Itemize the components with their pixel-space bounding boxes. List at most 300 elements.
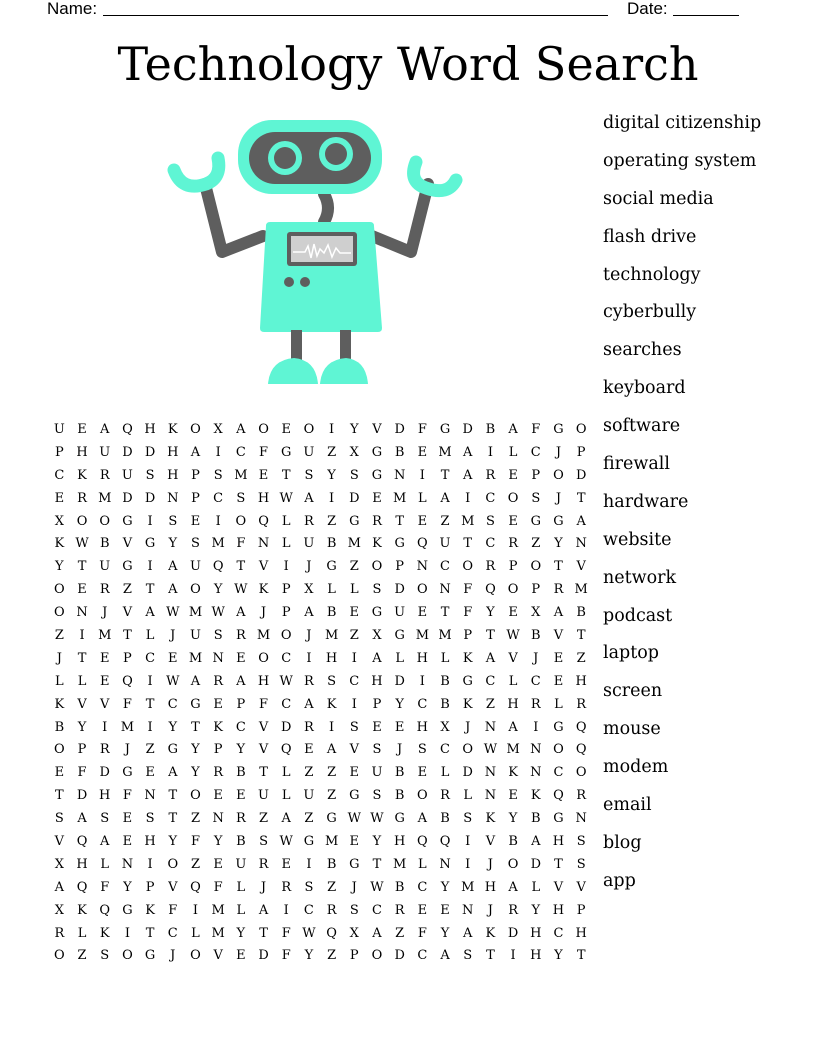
grid-letter[interactable]: G bbox=[371, 444, 383, 460]
grid-letter[interactable]: S bbox=[327, 673, 337, 689]
grid-letter[interactable]: O bbox=[303, 422, 315, 437]
grid-letter[interactable]: F bbox=[77, 765, 87, 781]
grid-letter[interactable]: E bbox=[122, 811, 133, 827]
grid-letter[interactable]: E bbox=[77, 582, 87, 598]
grid-letter[interactable]: Z bbox=[485, 696, 495, 712]
grid-letter[interactable]: A bbox=[326, 742, 337, 758]
grid-letter[interactable]: L bbox=[191, 925, 200, 941]
grid-letter[interactable]: W bbox=[370, 879, 384, 895]
grid-letter[interactable]: Z bbox=[54, 628, 64, 644]
grid-letter[interactable]: M bbox=[98, 490, 112, 506]
grid-letter[interactable]: H bbox=[530, 948, 542, 964]
grid-letter[interactable]: I bbox=[419, 467, 425, 483]
grid-letter[interactable]: J bbox=[465, 719, 471, 735]
grid-letter[interactable]: Z bbox=[395, 925, 405, 941]
grid-letter[interactable]: A bbox=[236, 605, 246, 621]
grid-letter[interactable]: M bbox=[324, 628, 339, 644]
grid-letter[interactable]: U bbox=[303, 444, 315, 460]
grid-letter[interactable]: C bbox=[417, 696, 428, 712]
grid-letter[interactable]: G bbox=[144, 948, 156, 964]
grid-letter[interactable]: R bbox=[304, 513, 314, 529]
grid-letter[interactable]: A bbox=[168, 559, 178, 575]
grid-letter[interactable]: P bbox=[123, 650, 132, 666]
grid-letter[interactable]: E bbox=[236, 650, 246, 666]
grid-letter[interactable]: B bbox=[236, 834, 246, 850]
grid-letter[interactable]: I bbox=[306, 650, 312, 666]
grid-letter[interactable]: J bbox=[170, 948, 176, 964]
grid-letter[interactable]: S bbox=[372, 742, 382, 758]
grid-letter[interactable]: A bbox=[531, 834, 541, 850]
grid-letter[interactable]: V bbox=[485, 834, 496, 850]
grid-letter[interactable]: K bbox=[77, 467, 87, 483]
grid-letter[interactable]: U bbox=[99, 559, 111, 575]
grid-letter[interactable]: S bbox=[463, 811, 473, 827]
grid-letter[interactable]: H bbox=[167, 444, 179, 460]
grid-letter[interactable]: C bbox=[440, 742, 450, 758]
grid-letter[interactable]: F bbox=[100, 879, 110, 895]
grid-letter[interactable]: M bbox=[211, 925, 225, 941]
grid-letter[interactable]: G bbox=[122, 559, 133, 575]
grid-letter[interactable]: K bbox=[54, 696, 65, 712]
grid-letter[interactable]: I bbox=[329, 490, 335, 506]
grid-letter[interactable]: V bbox=[553, 879, 564, 895]
grid-letter[interactable]: K bbox=[508, 765, 518, 781]
grid-letter[interactable]: E bbox=[417, 513, 428, 529]
grid-letter[interactable]: Y bbox=[554, 536, 563, 552]
grid-letter[interactable]: O bbox=[235, 513, 247, 529]
grid-letter[interactable]: A bbox=[77, 811, 87, 827]
grid-letter[interactable]: H bbox=[99, 788, 111, 804]
grid-letter[interactable]: R bbox=[213, 765, 224, 781]
grid-letter[interactable]: V bbox=[349, 742, 359, 758]
grid-letter[interactable]: O bbox=[371, 559, 383, 575]
grid-letter[interactable]: C bbox=[213, 490, 224, 506]
grid-letter[interactable]: K bbox=[485, 925, 496, 941]
grid-letter[interactable]: A bbox=[463, 444, 473, 460]
grid-letter[interactable]: U bbox=[439, 536, 451, 552]
grid-letter[interactable]: D bbox=[122, 444, 133, 460]
grid-letter[interactable]: I bbox=[283, 559, 289, 575]
grid-letter[interactable]: Z bbox=[349, 559, 359, 575]
grid-letter[interactable]: J bbox=[397, 742, 403, 758]
grid-letter[interactable]: H bbox=[167, 467, 179, 483]
grid-letter[interactable]: T bbox=[123, 628, 132, 644]
grid-letter[interactable]: I bbox=[465, 834, 471, 850]
grid-letter[interactable]: V bbox=[372, 422, 382, 437]
grid-letter[interactable]: E bbox=[349, 605, 360, 621]
grid-letter[interactable]: M bbox=[188, 605, 203, 621]
grid-letter[interactable]: A bbox=[553, 605, 564, 621]
grid-letter[interactable]: B bbox=[440, 696, 450, 712]
grid-letter[interactable]: A bbox=[508, 422, 518, 437]
grid-letter[interactable]: N bbox=[121, 856, 134, 872]
grid-letter[interactable]: Q bbox=[326, 925, 337, 941]
grid-letter[interactable]: L bbox=[100, 856, 110, 872]
grid-letter[interactable]: K bbox=[77, 902, 87, 918]
grid-letter[interactable]: A bbox=[304, 490, 314, 506]
grid-letter[interactable]: E bbox=[508, 605, 518, 621]
grid-letter[interactable]: T bbox=[168, 788, 178, 804]
grid-letter[interactable]: T bbox=[145, 582, 155, 598]
grid-letter[interactable]: N bbox=[484, 765, 497, 781]
grid-letter[interactable]: G bbox=[553, 719, 564, 735]
grid-letter[interactable]: J bbox=[555, 444, 562, 460]
grid-letter[interactable]: H bbox=[416, 719, 429, 735]
grid-letter[interactable]: C bbox=[371, 902, 382, 918]
grid-letter[interactable]: K bbox=[99, 925, 110, 941]
grid-letter[interactable]: B bbox=[485, 422, 496, 437]
grid-letter[interactable]: A bbox=[463, 467, 473, 483]
grid-letter[interactable]: H bbox=[575, 925, 587, 941]
grid-letter[interactable]: I bbox=[124, 925, 130, 941]
name-blank-line[interactable] bbox=[103, 15, 608, 16]
grid-letter[interactable]: W bbox=[166, 673, 180, 689]
grid-letter[interactable]: S bbox=[191, 536, 200, 552]
grid-letter[interactable]: Z bbox=[122, 582, 132, 598]
grid-letter[interactable]: O bbox=[122, 948, 133, 964]
grid-letter[interactable]: H bbox=[484, 879, 497, 895]
grid-letter[interactable]: E bbox=[99, 673, 110, 689]
grid-letter[interactable]: V bbox=[258, 559, 269, 575]
grid-letter[interactable]: H bbox=[552, 834, 565, 850]
grid-letter[interactable]: U bbox=[303, 536, 315, 552]
grid-letter[interactable]: F bbox=[281, 948, 291, 964]
grid-letter[interactable]: T bbox=[554, 559, 563, 575]
grid-letter[interactable]: M bbox=[438, 444, 452, 460]
grid-letter[interactable]: G bbox=[167, 742, 178, 758]
grid-letter[interactable]: E bbox=[77, 422, 87, 437]
grid-letter[interactable]: Z bbox=[304, 765, 314, 781]
grid-letter[interactable]: A bbox=[168, 765, 178, 781]
grid-letter[interactable]: B bbox=[236, 765, 246, 781]
grid-letter[interactable]: O bbox=[99, 513, 111, 529]
grid-letter[interactable]: C bbox=[530, 673, 541, 689]
grid-letter[interactable]: A bbox=[100, 834, 110, 850]
grid-letter[interactable]: F bbox=[190, 834, 200, 850]
grid-letter[interactable]: A bbox=[236, 422, 246, 437]
grid-letter[interactable]: R bbox=[508, 902, 518, 918]
grid-letter[interactable]: X bbox=[213, 422, 223, 437]
grid-letter[interactable]: G bbox=[553, 422, 564, 437]
grid-letter[interactable]: S bbox=[213, 628, 223, 644]
grid-letter[interactable]: A bbox=[304, 696, 314, 712]
grid-letter[interactable]: R bbox=[326, 902, 337, 918]
grid-letter[interactable]: D bbox=[394, 673, 405, 689]
grid-letter[interactable]: W bbox=[370, 811, 384, 827]
grid-letter[interactable]: G bbox=[349, 856, 360, 872]
grid-letter[interactable]: I bbox=[79, 628, 85, 644]
grid-letter[interactable]: E bbox=[168, 650, 178, 666]
grid-letter[interactable]: E bbox=[349, 765, 360, 781]
grid-letter[interactable]: Y bbox=[440, 925, 450, 941]
grid-letter[interactable]: L bbox=[281, 536, 291, 552]
grid-letter[interactable]: S bbox=[372, 788, 382, 804]
grid-letter[interactable]: C bbox=[485, 490, 496, 506]
grid-letter[interactable]: N bbox=[76, 605, 88, 621]
grid-letter[interactable]: Q bbox=[122, 422, 133, 437]
grid-letter[interactable]: H bbox=[393, 834, 406, 850]
grid-letter[interactable]: P bbox=[463, 628, 473, 644]
grid-letter[interactable]: T bbox=[145, 925, 155, 941]
grid-letter[interactable]: A bbox=[304, 605, 314, 621]
grid-letter[interactable]: N bbox=[212, 650, 224, 666]
grid-letter[interactable]: G bbox=[326, 811, 337, 827]
grid-letter[interactable]: O bbox=[167, 856, 179, 872]
grid-letter[interactable]: C bbox=[553, 765, 564, 781]
grid-letter[interactable]: Q bbox=[575, 719, 587, 735]
grid-letter[interactable]: W bbox=[75, 536, 89, 552]
grid-letter[interactable]: S bbox=[259, 834, 268, 850]
grid-letter[interactable]: O bbox=[575, 422, 587, 437]
grid-letter[interactable]: N bbox=[144, 788, 156, 804]
grid-letter[interactable]: C bbox=[485, 673, 496, 689]
grid-letter[interactable]: D bbox=[76, 788, 88, 804]
grid-letter[interactable]: C bbox=[303, 902, 314, 918]
grid-letter[interactable]: Z bbox=[327, 513, 337, 529]
grid-letter[interactable]: G bbox=[144, 536, 156, 552]
grid-letter[interactable]: M bbox=[234, 467, 248, 483]
grid-letter[interactable]: L bbox=[554, 696, 563, 712]
grid-letter[interactable]: N bbox=[212, 811, 224, 827]
grid-letter[interactable]: J bbox=[306, 559, 312, 575]
grid-letter[interactable]: T bbox=[372, 856, 382, 872]
grid-letter[interactable]: L bbox=[281, 513, 291, 529]
grid-letter[interactable]: C bbox=[145, 650, 156, 666]
grid-letter[interactable]: D bbox=[394, 422, 405, 437]
grid-letter[interactable]: Z bbox=[190, 856, 200, 872]
grid-letter[interactable]: X bbox=[54, 902, 64, 918]
grid-letter[interactable]: U bbox=[99, 444, 111, 460]
grid-letter[interactable]: L bbox=[440, 765, 450, 781]
grid-letter[interactable]: L bbox=[418, 490, 427, 506]
grid-letter[interactable]: Z bbox=[576, 650, 586, 666]
grid-letter[interactable]: Q bbox=[417, 834, 428, 850]
grid-letter[interactable]: T bbox=[440, 467, 450, 483]
grid-letter[interactable]: M bbox=[438, 628, 452, 644]
grid-letter[interactable]: V bbox=[576, 559, 586, 575]
grid-letter[interactable]: Y bbox=[191, 765, 200, 781]
grid-letter[interactable]: P bbox=[531, 582, 541, 598]
grid-letter[interactable]: I bbox=[329, 422, 335, 437]
grid-letter[interactable]: G bbox=[349, 513, 360, 529]
grid-letter[interactable]: Y bbox=[554, 948, 563, 964]
grid-letter[interactable]: O bbox=[258, 422, 269, 437]
grid-letter[interactable]: S bbox=[213, 467, 223, 483]
grid-letter[interactable]: K bbox=[167, 422, 178, 437]
grid-letter[interactable]: M bbox=[574, 582, 588, 598]
grid-letter[interactable]: D bbox=[281, 719, 292, 735]
grid-letter[interactable]: M bbox=[120, 719, 135, 735]
grid-letter[interactable]: A bbox=[372, 650, 382, 666]
grid-letter[interactable]: V bbox=[553, 628, 564, 644]
grid-letter[interactable]: U bbox=[53, 422, 65, 437]
grid-letter[interactable]: Z bbox=[531, 536, 541, 552]
grid-letter[interactable]: O bbox=[280, 628, 292, 644]
grid-letter[interactable]: W bbox=[302, 925, 316, 941]
grid-letter[interactable]: L bbox=[281, 765, 291, 781]
grid-letter[interactable]: E bbox=[508, 467, 518, 483]
grid-letter[interactable]: D bbox=[144, 490, 156, 506]
grid-letter[interactable]: K bbox=[54, 536, 65, 552]
grid-letter[interactable]: B bbox=[326, 856, 337, 872]
grid-letter[interactable]: E bbox=[553, 650, 564, 666]
grid-letter[interactable]: D bbox=[394, 582, 405, 598]
grid-letter[interactable]: D bbox=[507, 925, 519, 941]
grid-letter[interactable]: O bbox=[462, 559, 474, 575]
grid-letter[interactable]: O bbox=[54, 948, 65, 964]
grid-letter[interactable]: Y bbox=[349, 422, 359, 437]
grid-letter[interactable]: Y bbox=[508, 811, 518, 827]
grid-letter[interactable]: O bbox=[507, 582, 519, 598]
grid-letter[interactable]: C bbox=[530, 444, 541, 460]
grid-letter[interactable]: Y bbox=[304, 948, 314, 964]
grid-letter[interactable]: M bbox=[461, 513, 475, 529]
grid-letter[interactable]: G bbox=[553, 513, 564, 529]
grid-letter[interactable]: X bbox=[440, 719, 450, 735]
grid-letter[interactable]: I bbox=[147, 856, 153, 872]
grid-letter[interactable]: A bbox=[281, 811, 291, 827]
grid-letter[interactable]: Y bbox=[395, 696, 404, 712]
grid-letter[interactable]: P bbox=[395, 559, 405, 575]
grid-letter[interactable]: E bbox=[417, 765, 428, 781]
grid-letter[interactable]: G bbox=[553, 811, 564, 827]
grid-letter[interactable]: T bbox=[259, 925, 268, 941]
grid-letter[interactable]: T bbox=[55, 788, 64, 804]
grid-letter[interactable]: J bbox=[306, 628, 312, 644]
grid-letter[interactable]: V bbox=[100, 696, 110, 712]
grid-letter[interactable]: Q bbox=[122, 673, 133, 689]
grid-letter[interactable]: H bbox=[76, 444, 88, 460]
grid-letter[interactable]: I bbox=[215, 513, 221, 529]
grid-letter[interactable]: B bbox=[440, 811, 450, 827]
grid-letter[interactable]: N bbox=[484, 719, 497, 735]
grid-letter[interactable]: E bbox=[372, 490, 382, 506]
grid-letter[interactable]: I bbox=[147, 513, 153, 529]
grid-letter[interactable]: O bbox=[575, 765, 587, 781]
grid-letter[interactable]: B bbox=[576, 605, 586, 621]
grid-letter[interactable]: W bbox=[166, 605, 180, 621]
grid-letter[interactable]: C bbox=[235, 719, 246, 735]
grid-letter[interactable]: G bbox=[349, 788, 360, 804]
grid-letter[interactable]: A bbox=[463, 925, 473, 941]
grid-letter[interactable]: U bbox=[371, 765, 383, 781]
grid-letter[interactable]: B bbox=[54, 719, 65, 735]
grid-letter[interactable]: L bbox=[395, 650, 404, 666]
grid-letter[interactable]: G bbox=[122, 902, 133, 918]
grid-letter[interactable]: Y bbox=[440, 879, 450, 895]
grid-letter[interactable]: G bbox=[371, 605, 383, 621]
grid-letter[interactable]: P bbox=[281, 582, 291, 598]
grid-letter[interactable]: E bbox=[145, 765, 155, 781]
grid-letter[interactable]: W bbox=[211, 605, 225, 621]
grid-letter[interactable]: M bbox=[188, 650, 203, 666]
grid-letter[interactable]: E bbox=[394, 719, 405, 735]
grid-letter[interactable]: V bbox=[122, 536, 133, 552]
grid-letter[interactable]: C bbox=[485, 536, 496, 552]
grid-letter[interactable]: D bbox=[258, 948, 269, 964]
grid-letter[interactable]: L bbox=[531, 879, 541, 895]
grid-letter[interactable]: J bbox=[555, 490, 562, 506]
grid-letter[interactable]: G bbox=[462, 673, 473, 689]
grid-letter[interactable]: Y bbox=[168, 536, 178, 552]
grid-letter[interactable]: G bbox=[326, 559, 337, 575]
grid-letter[interactable]: J bbox=[533, 650, 539, 666]
grid-letter[interactable]: D bbox=[144, 444, 156, 460]
grid-letter[interactable]: M bbox=[256, 628, 271, 644]
grid-letter[interactable]: S bbox=[236, 490, 246, 506]
grid-letter[interactable]: K bbox=[485, 811, 496, 827]
grid-letter[interactable]: N bbox=[393, 467, 406, 483]
grid-letter[interactable]: P bbox=[77, 742, 87, 758]
grid-letter[interactable]: P bbox=[54, 444, 64, 460]
grid-letter[interactable]: H bbox=[371, 673, 383, 689]
grid-letter[interactable]: S bbox=[145, 811, 155, 827]
grid-letter[interactable]: M bbox=[324, 834, 339, 850]
grid-letter[interactable]: L bbox=[508, 673, 518, 689]
grid-letter[interactable]: Z bbox=[440, 513, 450, 529]
grid-letter[interactable]: A bbox=[576, 513, 586, 529]
grid-letter[interactable]: I bbox=[102, 719, 108, 735]
grid-letter[interactable]: I bbox=[147, 719, 153, 735]
grid-letter[interactable]: G bbox=[303, 834, 315, 850]
grid-letter[interactable]: A bbox=[190, 444, 201, 460]
grid-letter[interactable]: V bbox=[77, 696, 87, 712]
grid-letter[interactable]: P bbox=[213, 742, 223, 758]
grid-letter[interactable]: I bbox=[215, 444, 221, 460]
grid-letter[interactable]: K bbox=[462, 650, 473, 666]
grid-letter[interactable]: G bbox=[122, 765, 133, 781]
grid-letter[interactable]: U bbox=[121, 467, 133, 483]
grid-letter[interactable]: C bbox=[440, 559, 450, 575]
grid-letter[interactable]: L bbox=[77, 925, 87, 941]
grid-letter[interactable]: Y bbox=[168, 834, 178, 850]
grid-letter[interactable]: E bbox=[122, 834, 133, 850]
grid-letter[interactable]: O bbox=[507, 490, 519, 506]
grid-letter[interactable]: V bbox=[168, 879, 178, 895]
grid-letter[interactable]: O bbox=[530, 559, 542, 575]
grid-letter[interactable]: T bbox=[259, 765, 268, 781]
grid-letter[interactable]: Y bbox=[123, 879, 132, 895]
grid-letter[interactable]: P bbox=[372, 696, 382, 712]
grid-letter[interactable]: Q bbox=[553, 788, 564, 804]
grid-letter[interactable]: T bbox=[463, 536, 473, 552]
grid-letter[interactable]: N bbox=[484, 788, 497, 804]
date-blank-line[interactable] bbox=[673, 15, 739, 16]
grid-letter[interactable]: T bbox=[191, 719, 200, 735]
grid-letter[interactable]: V bbox=[258, 719, 269, 735]
grid-letter[interactable]: A bbox=[190, 673, 201, 689]
grid-letter[interactable]: E bbox=[281, 422, 291, 437]
grid-letter[interactable]: U bbox=[303, 788, 315, 804]
grid-letter[interactable]: A bbox=[145, 605, 155, 621]
grid-letter[interactable]: N bbox=[575, 811, 587, 827]
grid-letter[interactable]: W bbox=[279, 834, 293, 850]
grid-letter[interactable]: T bbox=[554, 856, 563, 872]
grid-letter[interactable]: R bbox=[99, 467, 110, 483]
grid-letter[interactable]: G bbox=[439, 422, 451, 437]
grid-letter[interactable]: R bbox=[258, 856, 269, 872]
grid-letter[interactable]: Q bbox=[212, 559, 224, 575]
grid-letter[interactable]: N bbox=[439, 582, 451, 598]
grid-letter[interactable]: S bbox=[372, 582, 382, 598]
grid-letter[interactable]: D bbox=[122, 490, 133, 506]
grid-letter[interactable]: S bbox=[417, 742, 427, 758]
grid-letter[interactable]: V bbox=[258, 742, 269, 758]
grid-letter[interactable]: H bbox=[257, 673, 270, 689]
grid-letter[interactable]: E bbox=[281, 856, 291, 872]
grid-letter[interactable]: N bbox=[575, 536, 587, 552]
grid-letter[interactable]: G bbox=[371, 467, 383, 483]
